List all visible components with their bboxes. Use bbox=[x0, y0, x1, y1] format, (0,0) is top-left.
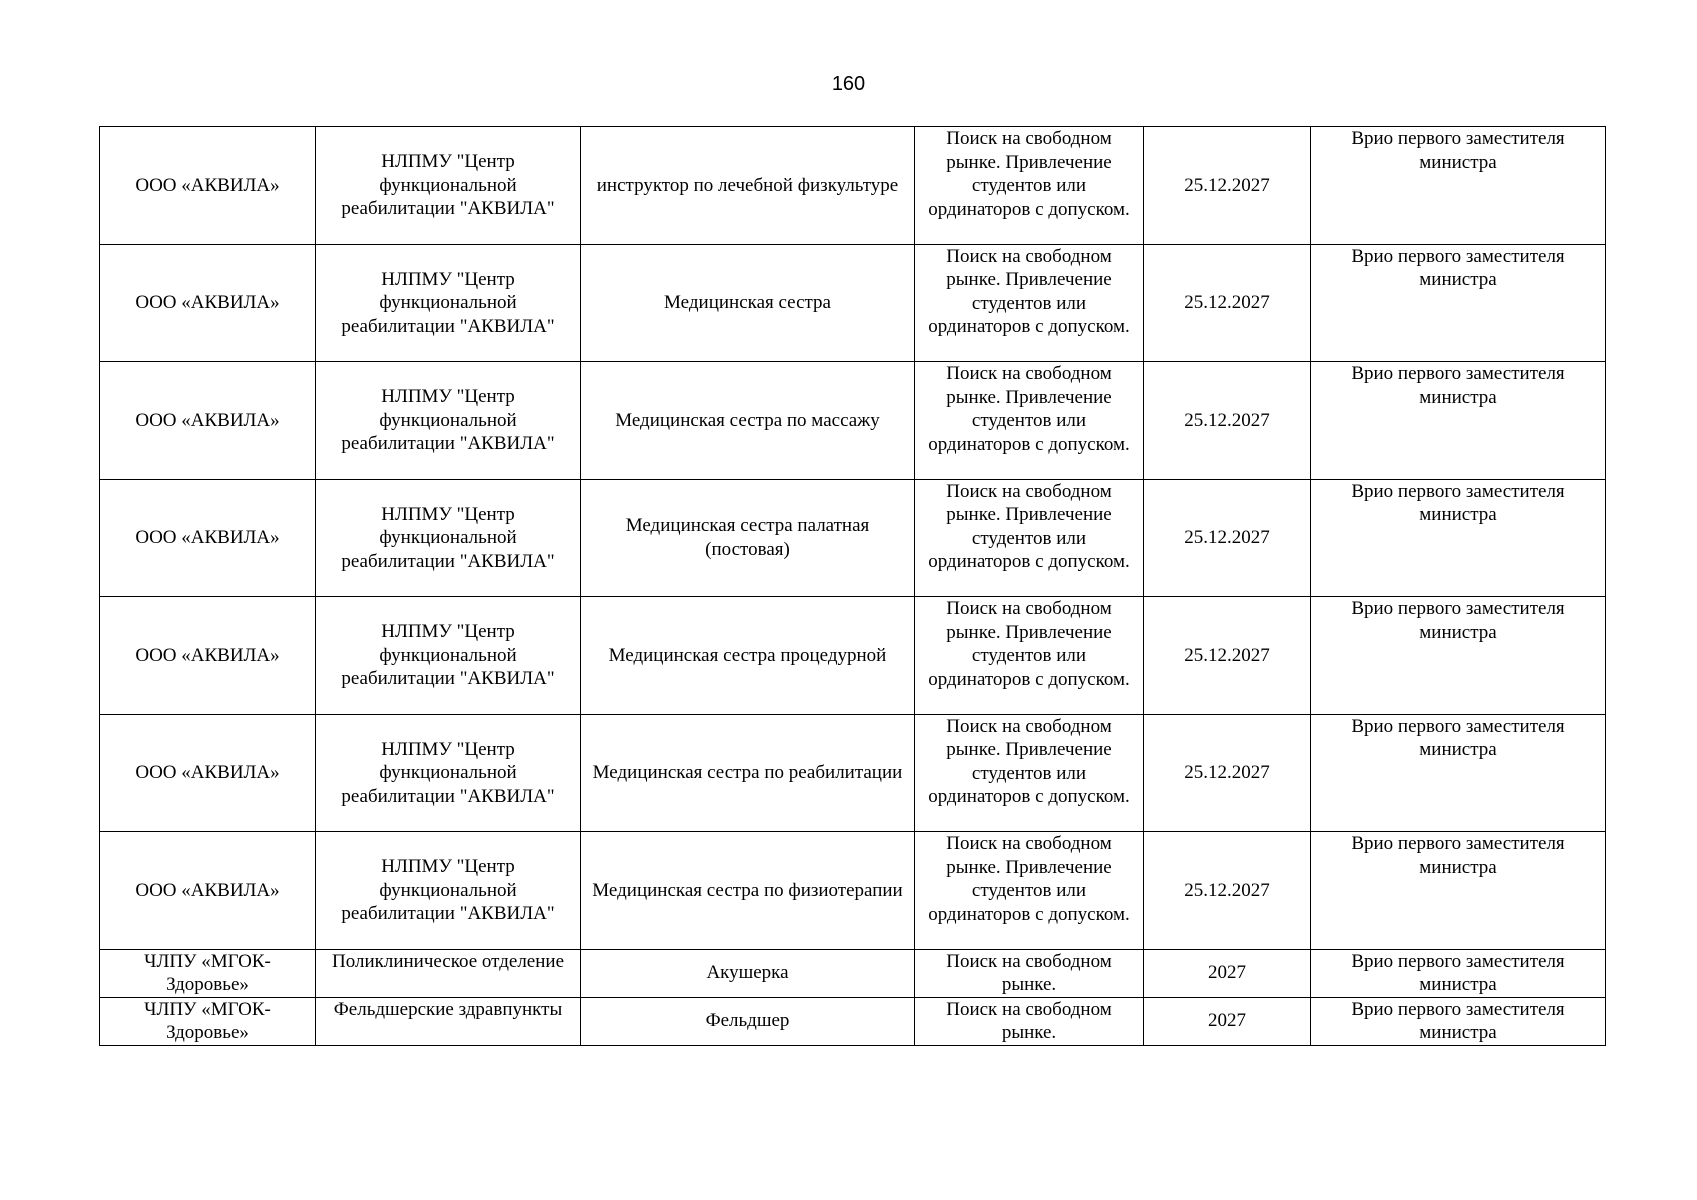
method-cell: Поиск на свободном рынке. Привлечение студентов или ординаторов с допуском. bbox=[915, 362, 1144, 480]
unit-cell: НЛПМУ "Центр функциональной реабилитации "АКВИЛА" bbox=[316, 127, 581, 245]
organization-cell: ЧЛПУ «МГОК-Здоровье» bbox=[100, 949, 316, 997]
page-number: 160 bbox=[831, 73, 866, 95]
date-cell: 2027 bbox=[1144, 997, 1311, 1045]
unit-cell: НЛПМУ "Центр функциональной реабилитации "АКВИЛА" bbox=[316, 597, 581, 715]
organization-cell: ООО «АКВИЛА» bbox=[100, 127, 316, 245]
approver-cell: Врио первого заместителя министра bbox=[1311, 244, 1606, 362]
unit-cell: НЛПМУ "Центр функциональной реабилитации "АКВИЛА" bbox=[316, 244, 581, 362]
date-cell: 25.12.2027 bbox=[1144, 597, 1311, 715]
position-cell: Медицинская сестра bbox=[581, 244, 915, 362]
position-cell: Фельдшер bbox=[581, 997, 915, 1045]
date-cell: 2027 bbox=[1144, 949, 1311, 997]
table-row bbox=[100, 597, 1606, 715]
method-cell: Поиск на свободном рынке. Привлечение студентов или ординаторов с допуском. bbox=[915, 714, 1144, 832]
method-cell: Поиск на свободном рынке. Привлечение студентов или ординаторов с допуском. bbox=[915, 597, 1144, 715]
organization-cell: ООО «АКВИЛА» bbox=[100, 244, 316, 362]
approver-cell: Врио первого заместителя министра bbox=[1311, 362, 1606, 480]
approver-cell: Врио первого заместителя министра bbox=[1311, 949, 1606, 997]
table-row bbox=[100, 997, 1606, 1045]
position-cell: Медицинская сестра по физиотерапии bbox=[581, 832, 915, 950]
method-cell: Поиск на свободном рынке. Привлечение студентов или ординаторов с допуском. bbox=[915, 127, 1144, 245]
organization-cell: ООО «АКВИЛА» bbox=[100, 832, 316, 950]
date-cell: 25.12.2027 bbox=[1144, 714, 1311, 832]
organization-cell: ООО «АКВИЛА» bbox=[100, 714, 316, 832]
organization-cell: ООО «АКВИЛА» bbox=[100, 362, 316, 480]
unit-cell: НЛПМУ "Центр функциональной реабилитации "АКВИЛА" bbox=[316, 832, 581, 950]
position-cell: инструктор по лечебной физкультуре bbox=[581, 127, 915, 245]
position-cell: Медицинская сестра процедурной bbox=[581, 597, 915, 715]
method-cell: Поиск на свободном рынке. bbox=[915, 949, 1144, 997]
approver-cell: Врио первого заместителя министра bbox=[1311, 597, 1606, 715]
method-cell: Поиск на свободном рынке. Привлечение студентов или ординаторов с допуском. bbox=[915, 832, 1144, 950]
date-cell: 25.12.2027 bbox=[1144, 832, 1311, 950]
unit-cell: НЛПМУ "Центр функциональной реабилитации "АКВИЛА" bbox=[316, 362, 581, 480]
position-cell: Акушерка bbox=[581, 949, 915, 997]
method-cell: Поиск на свободном рынке. bbox=[915, 997, 1144, 1045]
organization-cell: ООО «АКВИЛА» bbox=[100, 597, 316, 715]
method-cell: Поиск на свободном рынке. Привлечение студентов или ординаторов с допуском. bbox=[915, 244, 1144, 362]
approver-cell: Врио первого заместителя министра bbox=[1311, 479, 1606, 597]
vacancy-table bbox=[99, 126, 1606, 1046]
position-cell: Медицинская сестра по реабилитации bbox=[581, 714, 915, 832]
table-row bbox=[100, 362, 1606, 480]
organization-cell: ООО «АКВИЛА» bbox=[100, 479, 316, 597]
table-row bbox=[100, 127, 1606, 245]
position-cell: Медицинская сестра по массажу bbox=[581, 362, 915, 480]
method-cell: Поиск на свободном рынке. Привлечение студентов или ординаторов с допуском. bbox=[915, 479, 1144, 597]
table-row bbox=[100, 479, 1606, 597]
table-row bbox=[100, 832, 1606, 950]
organization-cell: ЧЛПУ «МГОК-Здоровье» bbox=[100, 997, 316, 1045]
position-cell: Медицинская сестра палатная (постовая) bbox=[581, 479, 915, 597]
date-cell: 25.12.2027 bbox=[1144, 244, 1311, 362]
table-row bbox=[100, 714, 1606, 832]
approver-cell: Врио первого заместителя министра bbox=[1311, 832, 1606, 950]
table-row bbox=[100, 949, 1606, 997]
date-cell: 25.12.2027 bbox=[1144, 479, 1311, 597]
approver-cell: Врио первого заместителя министра bbox=[1311, 714, 1606, 832]
unit-cell: НЛПМУ "Центр функциональной реабилитации "АКВИЛА" bbox=[316, 479, 581, 597]
unit-cell: Фельдшерские здравпункты bbox=[316, 997, 581, 1045]
unit-cell: НЛПМУ "Центр функциональной реабилитации "АКВИЛА" bbox=[316, 714, 581, 832]
date-cell: 25.12.2027 bbox=[1144, 127, 1311, 245]
date-cell: 25.12.2027 bbox=[1144, 362, 1311, 480]
approver-cell: Врио первого заместителя министра bbox=[1311, 997, 1606, 1045]
unit-cell: Поликлиническое отделение bbox=[316, 949, 581, 997]
table-row bbox=[100, 244, 1606, 362]
approver-cell: Врио первого заместителя министра bbox=[1311, 127, 1606, 245]
